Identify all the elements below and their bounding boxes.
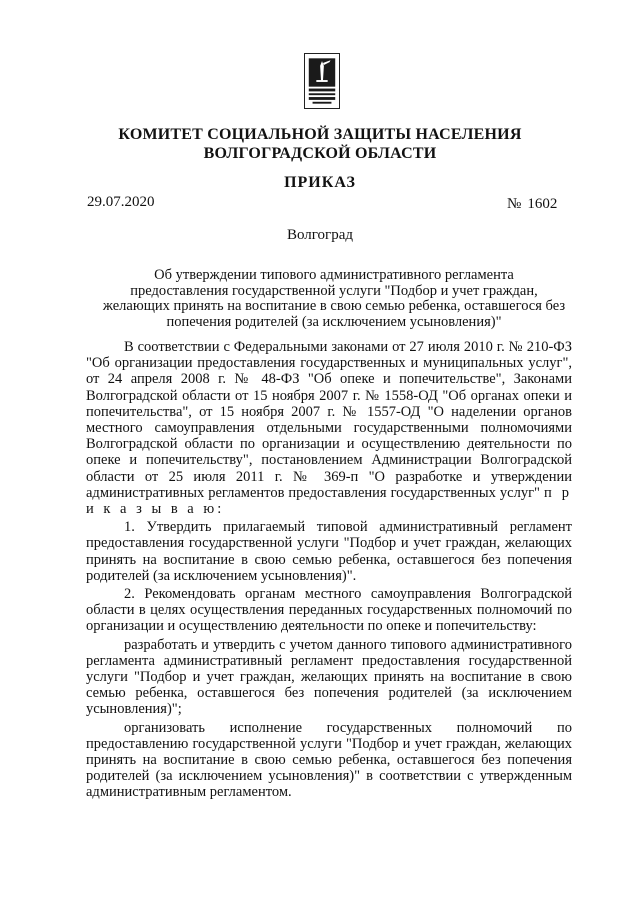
order-date: 29.07.2020 bbox=[87, 194, 155, 210]
item-2-paragraph: 2. Рекомендовать органам местного самоуправления Волгоградской области в целях осуществления переданных государственных полномочий по организации и осуществлению деятельности по опеке и попечительству: bbox=[86, 586, 572, 635]
number-sign: № bbox=[507, 196, 522, 212]
subject-line-4: попечения родителей (за исключением усыновления)" bbox=[166, 313, 502, 330]
document-type: ПРИКАЗ bbox=[284, 174, 356, 191]
order-subject bbox=[82, 268, 586, 330]
subject-line-1: Об утверждении типового административного регламента bbox=[154, 267, 514, 283]
item-1-paragraph: 1. Утвердить прилагаемый типовой административный регламент предоставления государственной услуги "Подбор и учет граждан, желающих принять на воспитание в свою семью ребенка, оставшегося без попечения родителей (за исключением усыновления)". bbox=[86, 519, 572, 584]
subject-line-2: предоставления государственной услуги "Подбор и учет граждан, bbox=[130, 282, 538, 299]
number-value: 1602 bbox=[527, 196, 558, 212]
organization-name bbox=[0, 125, 640, 163]
subject-line-3: желающих принять на воспитание в свою семью ребенка, оставшегося без bbox=[102, 298, 566, 314]
item-2a-paragraph: разработать и утвердить с учетом данного типового административного регламента административный регламент предоставления государственной услуги "Подбор и учет граждан, желающих принять на воспитание в свою семью ребенка, оставшегося без попечения родителей (за исключением усыновления)"; bbox=[86, 636, 572, 718]
preamble-text: В соответствии с Федеральными законами от 27 июля 2010 г. № 210-ФЗ "Об организации предоставления государственных и муниципальных услуг", от 24 апреля 2008 г. № 48-ФЗ "Об опеке и попечительстве", Законами Волгоградской области от 15 ноября 2007 г. № 1558-ОД "Об органах опеки и попечительства", от 15 ноября 2007 г. № 1557-ОД "О наделении органов местного самоуправления отдельными государственными полномочиями Волгоградской области по организации и осуществлению деятельности по опеке и попечительству", постановлением Администрации Волгоградской области от 25 июля 2011 г. № 369-п "О разработке и утверждении административных регламентов предоставления государственных услуг" bbox=[86, 339, 572, 501]
org-line-1: КОМИТЕТ СОЦИАЛЬНОЙ ЗАЩИТЫ НАСЕЛЕНИЯ bbox=[118, 126, 522, 143]
city-name: Волгоград bbox=[286, 227, 353, 243]
command-word: п р и к а з ы в а ю: bbox=[86, 484, 572, 518]
order-body bbox=[86, 339, 572, 801]
volgograd-emblem-icon bbox=[304, 53, 340, 109]
item-2b-paragraph: организовать исполнение государственных полномочий по предоставлению государственной услуги "Подбор и учет граждан, желающих принять на воспитание в свою семью ребенка, оставшегося без попечения родителей (за исключением усыновления)" в соответствии с утвержденным административным регламентом. bbox=[86, 719, 572, 801]
emblem-graphic bbox=[305, 54, 339, 108]
order-number bbox=[507, 196, 557, 213]
preamble-paragraph bbox=[86, 339, 572, 517]
org-line-2: ВОЛГОГРАДСКОЙ ОБЛАСТИ bbox=[203, 145, 437, 162]
